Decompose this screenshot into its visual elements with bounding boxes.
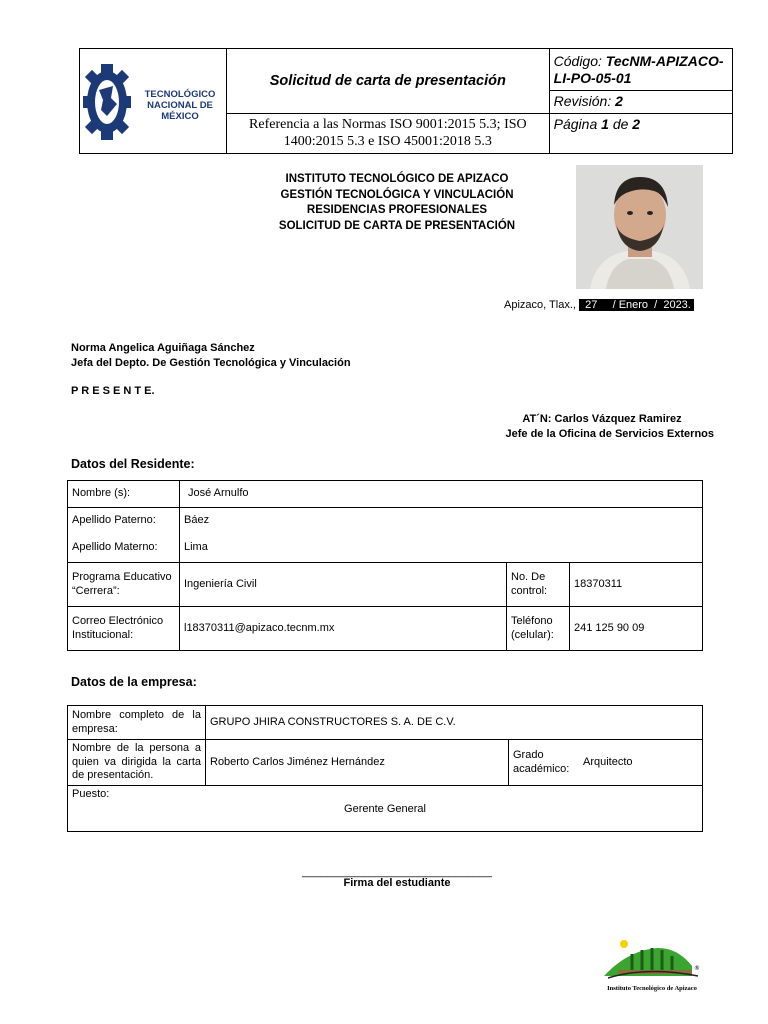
empresa-label: Nombre completo de la empresa: <box>68 706 206 740</box>
atn-name: AT´N: Carlos Vázquez Ramirez <box>522 413 682 425</box>
paterno-value: Báez <box>184 514 210 526</box>
date-place: Apizaco, Tlax., <box>504 299 576 311</box>
resident-table <box>67 480 703 651</box>
document-header <box>79 48 733 154</box>
company-section-title: Datos de la empresa: <box>71 675 197 689</box>
puesto-cell <box>68 786 703 832</box>
materno-label: Apellido Materno: <box>72 540 158 553</box>
telefono-value: 241 125 90 09 <box>570 607 703 651</box>
revision-value: 2 <box>615 93 623 110</box>
logo-line-1: TECNOLÓGICO <box>144 89 216 100</box>
codigo-cell <box>549 49 732 91</box>
atn-block <box>480 412 714 442</box>
date-line <box>504 299 694 311</box>
ita-logo-graphic <box>598 936 706 980</box>
resident-section-title: Datos del Residente: <box>71 457 195 471</box>
correo-value: l18370311@apizaco.tecnm.mx <box>180 607 507 651</box>
nombre-value: José Arnulfo <box>180 481 703 508</box>
persona-label: Nombre de la persona a quien va dirigida la carta de presentación. <box>68 740 206 786</box>
materno-value: Lima <box>184 540 208 553</box>
company-table <box>67 705 703 832</box>
signature-label: Firma del estudiante <box>343 877 451 889</box>
apellidos-value-cell <box>180 508 703 563</box>
heading-line-1: INSTITUTO TECNOLÓGICO DE APIZACO <box>285 173 509 185</box>
apellidos-label-cell <box>68 508 180 563</box>
programa-label: Programa Educativo “Cerrera”: <box>68 563 180 607</box>
heading-line-3: RESIDENCIAS PROFESIONALES <box>306 204 488 216</box>
empresa-value: GRUPO JHIRA CONSTRUCTORES S. A. DE C.V. <box>206 706 703 740</box>
pagina-label: Página <box>553 115 598 132</box>
correo-label: Correo Electrónico Institucional: <box>68 607 180 651</box>
pagina-total: 2 <box>632 115 641 132</box>
control-label: No. De control: <box>507 563 570 607</box>
document-heading <box>200 172 594 234</box>
atn-role: Jefe de la Oficina de Servicios Externos <box>505 428 714 440</box>
programa-value: Ingeniería Civil <box>180 563 507 607</box>
codigo-value: TecNM-APIZACO-LI-PO-05-01 <box>553 53 724 87</box>
puesto-value: Gerente General <box>344 802 426 815</box>
norms-reference: Referencia a las Normas ISO 9001:2015 5.3; ISO 1400:2015 5.3 e ISO 45001:2018 5.3 <box>227 113 550 153</box>
puesto-label: Puesto: <box>72 788 110 800</box>
revision-cell <box>549 91 732 113</box>
addressee-name: Norma Angelica Aguiñaga Sánchez <box>71 342 255 354</box>
grado-value: Arquitecto <box>583 756 633 768</box>
heading-line-2: GESTIÓN TECNOLÓGICA Y VINCULACIÓN <box>280 188 514 201</box>
svg-text:®: ® <box>694 965 700 972</box>
pagina-num: 1 <box>601 115 609 132</box>
student-portrait-image <box>576 165 703 289</box>
persona-value: Roberto Carlos Jiménez Hernández <box>206 740 509 786</box>
nombre-label: Nombre (s): <box>68 481 180 508</box>
grado-label: Grado académico: <box>513 749 570 775</box>
student-photo <box>576 165 703 289</box>
heading-line-4: SOLICITUD DE CARTA DE PRESENTACIÓN <box>278 219 516 232</box>
logo-line-2: NACIONAL DE MÉXICO <box>147 100 213 122</box>
codigo-label: Código: <box>553 53 602 70</box>
ita-logo <box>598 936 706 994</box>
pagina-de: de <box>612 115 629 132</box>
ita-logo-caption: Instituto Tecnológico de Apizaco <box>607 985 697 992</box>
telefono-label: Teléfono (celular): <box>507 607 570 651</box>
addressee-block <box>71 341 351 371</box>
tecnm-gear-logo <box>83 64 131 140</box>
addressee-role: Jefa del Depto. De Gestión Tecnológica y Vinculación <box>71 357 351 369</box>
revision-label: Revisión: <box>553 93 612 110</box>
control-value: 18370311 <box>570 563 703 607</box>
presente-text: P R E S E N T E. <box>71 385 155 397</box>
signature-block <box>284 866 510 889</box>
paterno-label: Apellido Paterno: <box>72 514 156 526</box>
document-title: Solicitud de carta de presentación <box>227 49 550 114</box>
signature-line: _______________________________ <box>302 866 492 878</box>
date-value: 27 / Enero / 2023. <box>579 299 694 311</box>
tecnm-logo-cell <box>80 49 227 154</box>
pagina-cell <box>549 113 732 153</box>
